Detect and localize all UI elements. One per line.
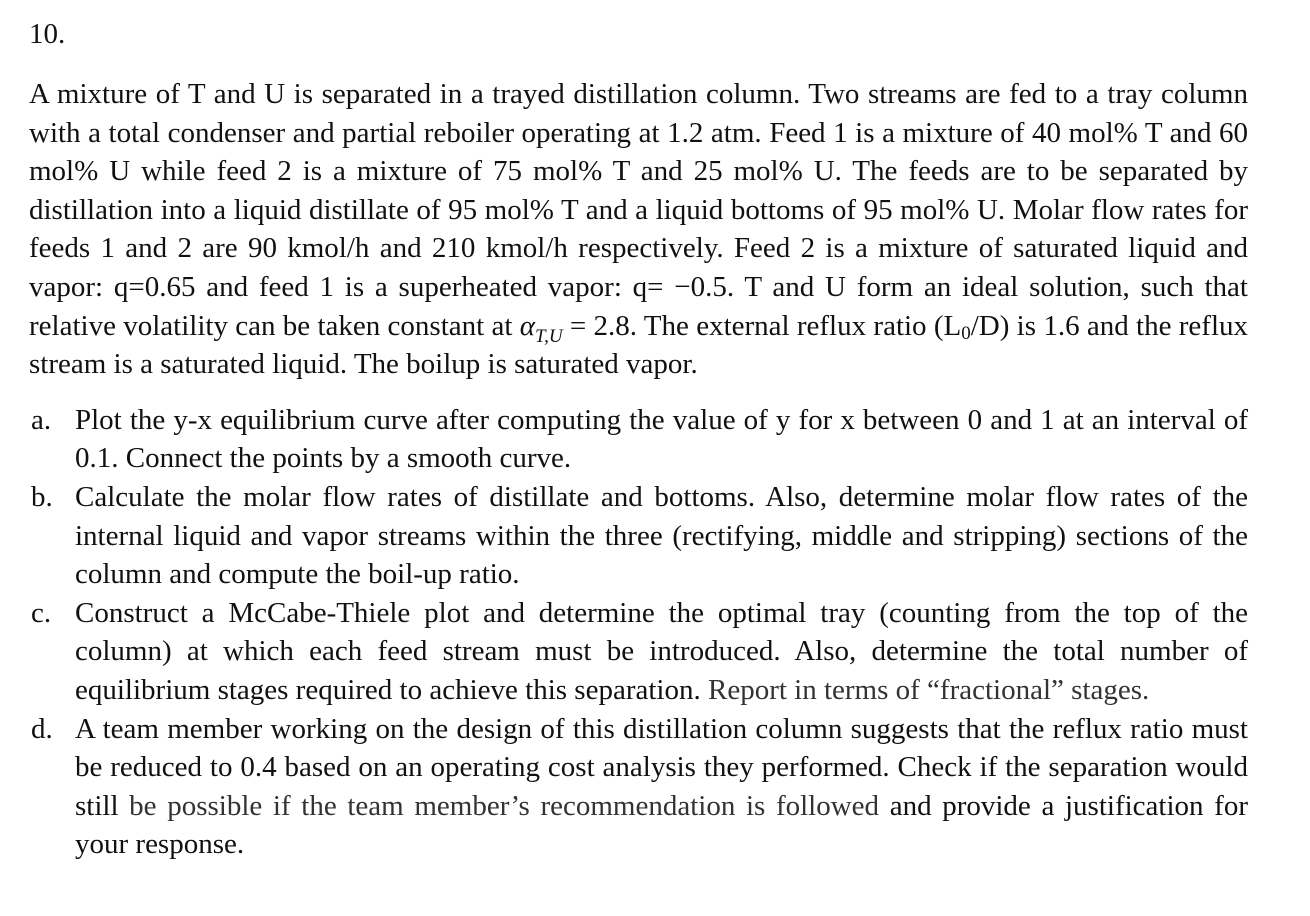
- sub-question-c-extra: Report in terms of “fractional” stages.: [700, 673, 1150, 706]
- sub-question-d: [29, 710, 1248, 864]
- problem-statement: [29, 75, 1248, 384]
- sub-question-a-label: a.: [31, 403, 52, 436]
- question-number: 10.: [29, 18, 66, 50]
- sub-question-c-text: Construct a McCabe-Thiele plot and determine the optimal tray (counting from the top of the column) at which each feed stream must be introduced. Also, determine the total number of equilibrium stages required to achieve this separation.: [75, 596, 1248, 706]
- problem-text-part-3: /D) is 1.6 and the reflux stream is a saturated liquid. The boilup is saturated vapor.: [29, 309, 1249, 381]
- sub-question-b-label: b.: [31, 480, 53, 513]
- problem-text-part-1: A mixture of T and U is separated in a trayed distillation column. Two streams are fed to a tray column with a total condenser and partial reboiler operating at 1.2 atm. Feed 1 is a mixture of 40 mol% T and 60 mol% U while feed 2 is a mixture of 75 mol% T and 25 mol% U. The feeds are to be separated by distillation into a liquid distillate of 95 mol% T and a liquid bottoms of 95 mol% U. Molar flow rates for feeds 1 and 2 are 90 kmol/h and 210 kmol/h respectively. Feed 2 is a mixture of saturated liquid and vapor: q=0.65 and feed 1 is a superheated vapor: q= −0.5. T and U form an ideal solution, such that relative volatility can be taken constant at: [29, 78, 1248, 342]
- sub-question-d-extra: be possible if the team member’s recommendation is followed: [118, 789, 880, 822]
- sub-question-b-text: Calculate the molar flow rates of distillate and bottoms. Also, determine molar flow rates of the internal liquid and vapor streams within the three (rectifying, middle and stripping) sections of the column and compute the boil-up ratio.: [75, 480, 1248, 591]
- sub-question-a: [29, 401, 1248, 478]
- sub-question-d-label: d.: [31, 712, 53, 745]
- sub-question-b: [29, 478, 1248, 594]
- problem-text-part-2: = 2.8. The external reflux ratio (L: [562, 309, 962, 342]
- sub-question-c-label: c.: [31, 596, 52, 629]
- sub-question-d-text: A team member working on the design of this distillation column suggests that the reflux ratio must be reduced to 0.4 based on an operating cost analysis they performed. Check if the separation would still: [75, 712, 1248, 822]
- relative-volatility-symbol: α: [519, 309, 535, 342]
- relative-volatility-subscript: T,U: [534, 325, 563, 347]
- sub-question-c: [29, 594, 1248, 710]
- sub-question-list: [29, 401, 1248, 864]
- sub-question-a-text: Plot the y-x equilibrium curve after computing the value of y for x between 0 and 1 at an interval of 0.1. Connect the points by a smooth curve.: [75, 403, 1248, 475]
- sub-question-d-end: and provide a justification for your response.: [75, 789, 1248, 861]
- reflux-subscript: 0: [961, 322, 971, 344]
